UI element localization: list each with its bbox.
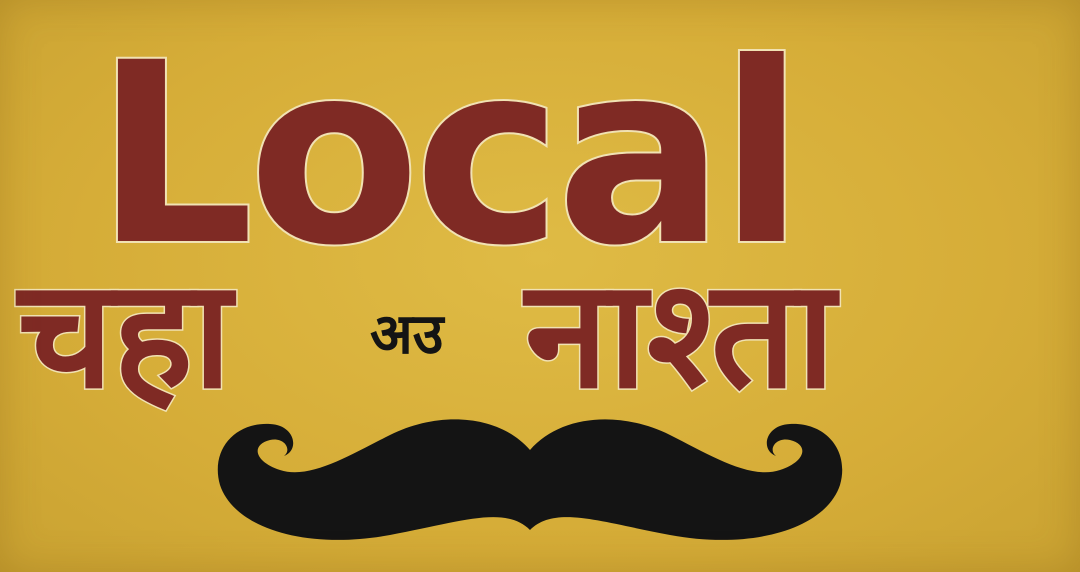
tagline-word-chaha: चहा <box>18 248 232 422</box>
tagline-connector: अउ <box>370 302 444 367</box>
mustache-shape <box>218 419 842 540</box>
tagline-word-nashta: नाश्ता <box>525 248 836 422</box>
mustache-icon <box>200 410 860 560</box>
brand-word-local: Local <box>95 9 799 300</box>
